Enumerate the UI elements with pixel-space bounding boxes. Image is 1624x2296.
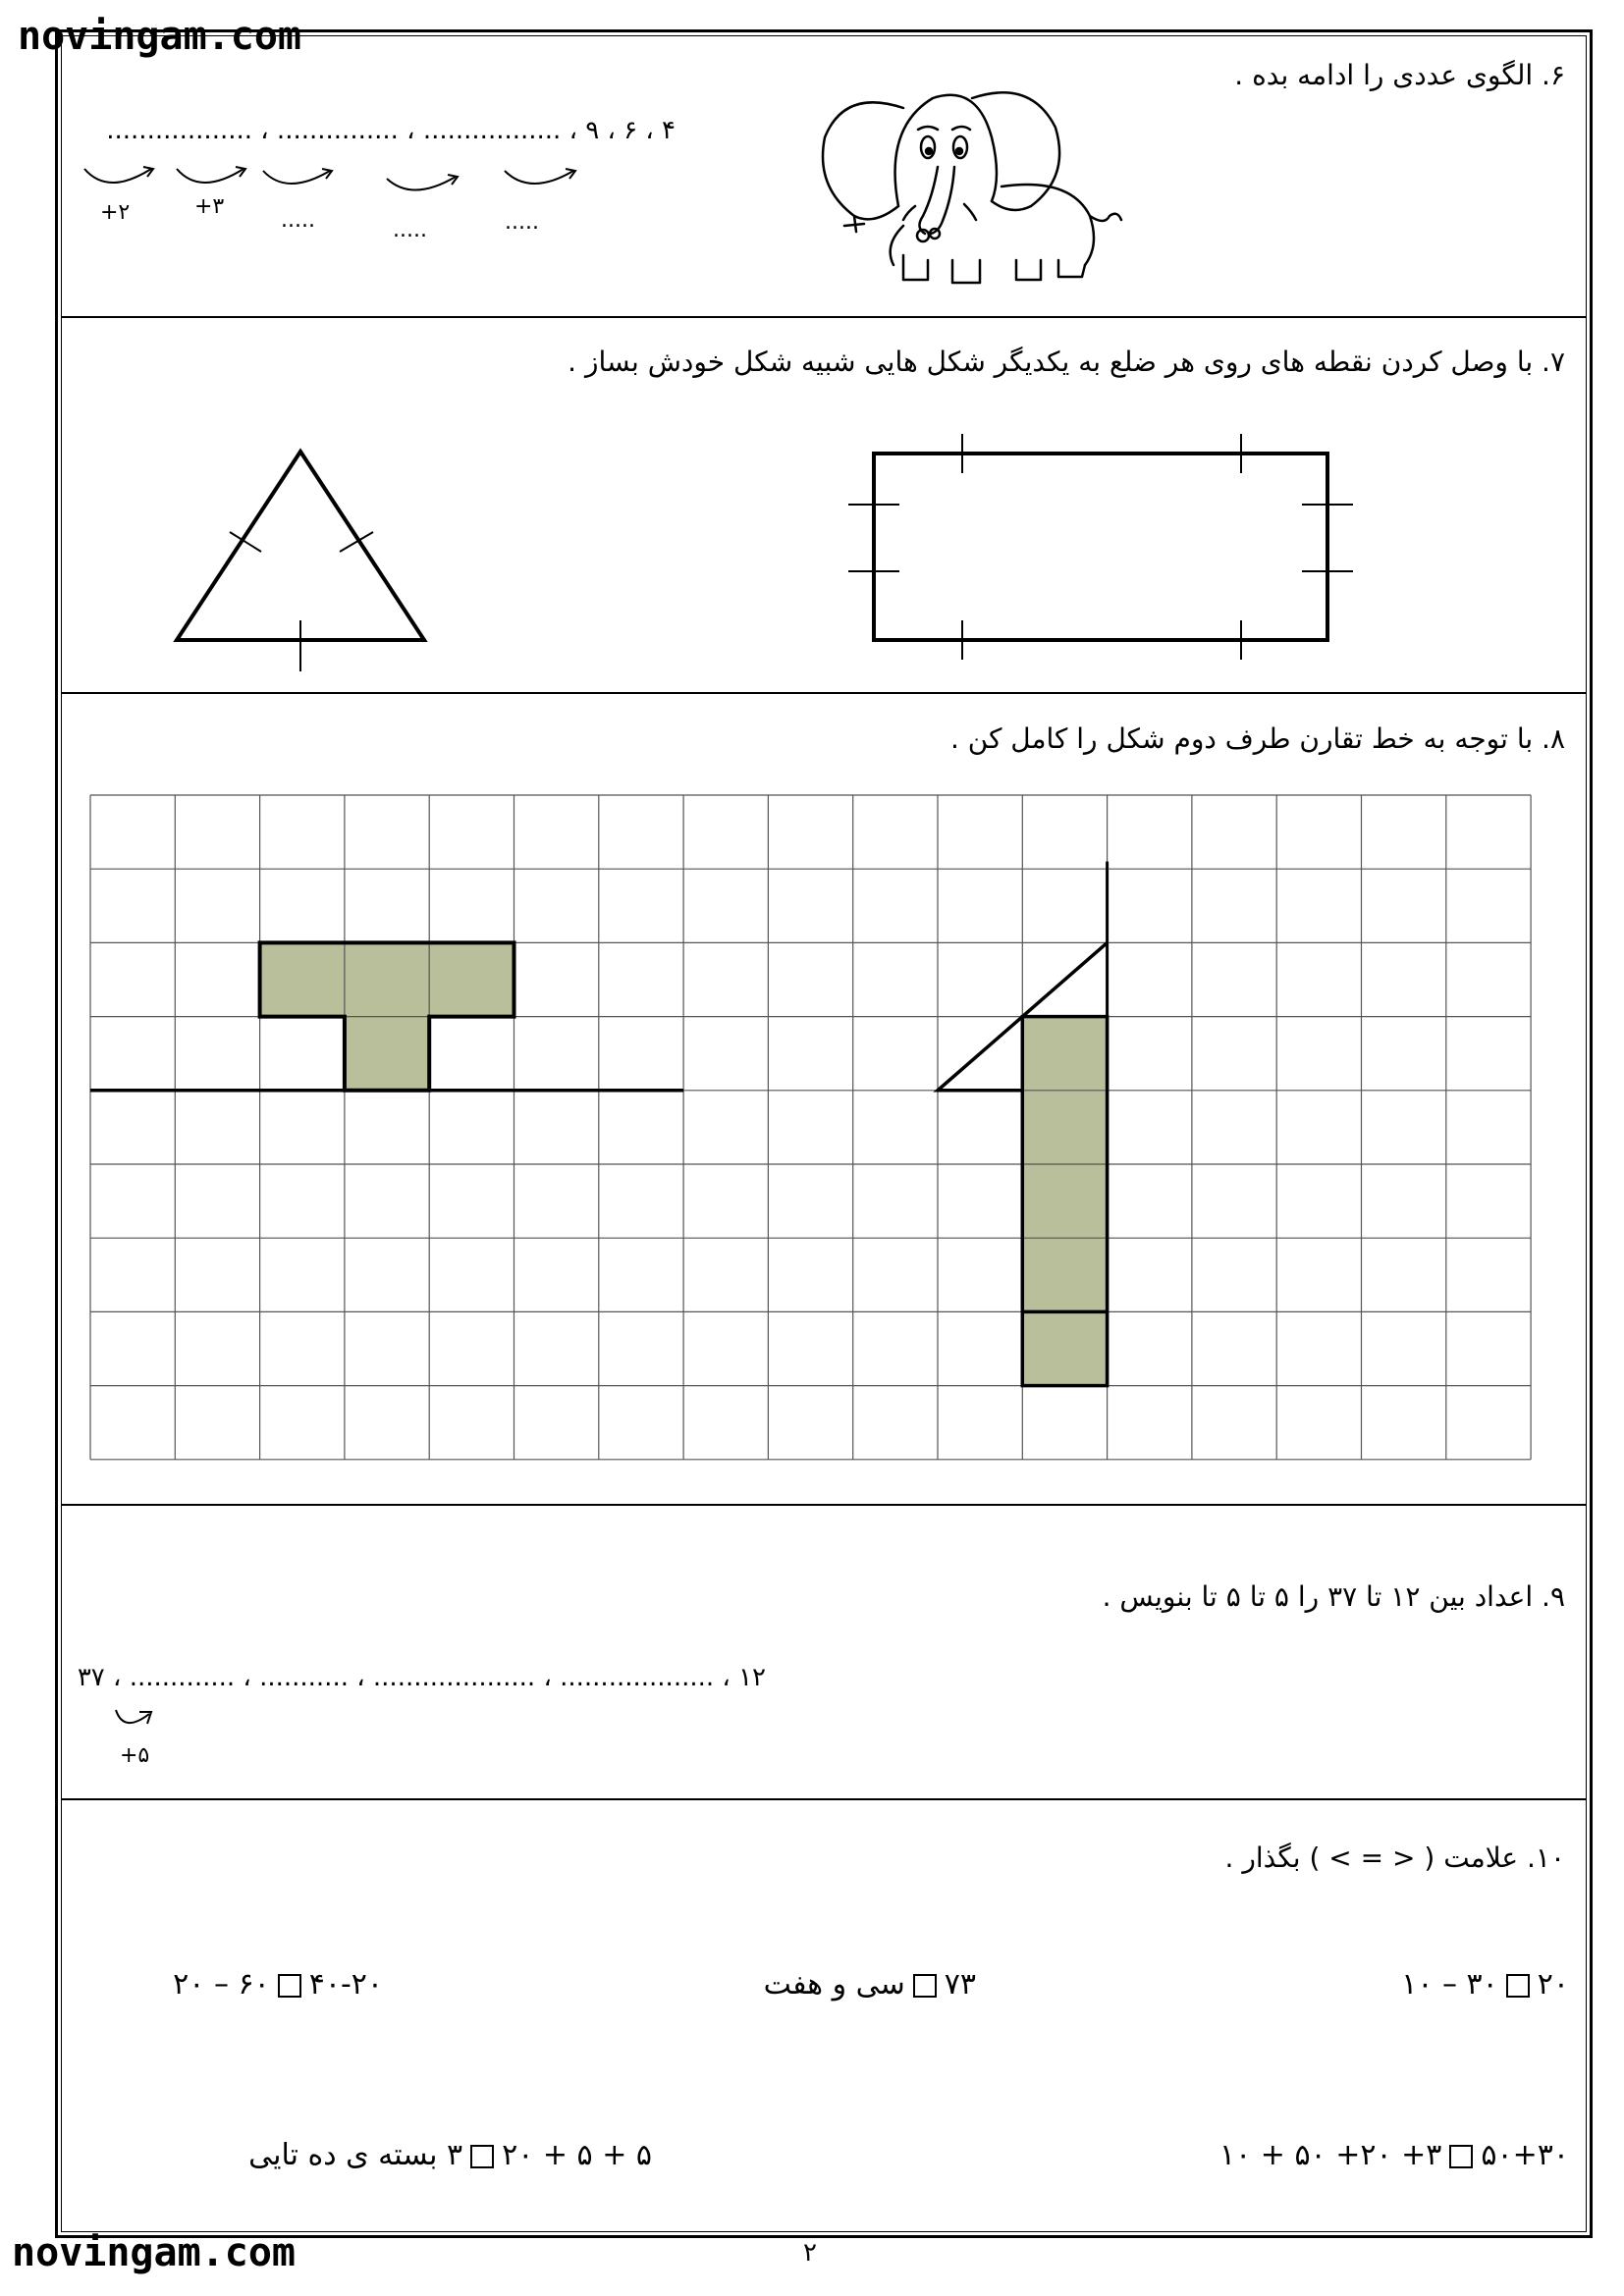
- separator-q7-q8: [61, 692, 1587, 694]
- q6-title: ۶. الگوی عددی را ادامه بده .: [1234, 59, 1565, 91]
- q10-row1-item1-right: ۳۰ – ۱۰: [1401, 1967, 1498, 2002]
- triangle-shape: [177, 452, 424, 640]
- q10-row2-item1: [1219, 2138, 1569, 2172]
- q6-arrows: [79, 157, 589, 206]
- q10-title: ۱۰. علامت ( < = > ) بگذار .: [1224, 1842, 1565, 1874]
- q8-title: ۸. با توجه به خط تقارن طرف دوم شکل را کامل کن .: [949, 722, 1565, 755]
- q6-step-4: .....: [393, 218, 427, 242]
- elephant-illustration: [805, 69, 1139, 294]
- q9-arrow: [110, 1704, 159, 1743]
- filled-cell: [1022, 1164, 1107, 1238]
- filled-cell: [345, 942, 429, 1016]
- q10-row1-item2-left: ۷۳: [944, 1967, 976, 2002]
- watermark-bottom: novingam.com: [12, 2230, 296, 2275]
- filled-cell: [429, 942, 514, 1016]
- filled-cell: [1022, 1238, 1107, 1311]
- filled-cell: [1022, 1091, 1107, 1164]
- q10-row2-item2: [248, 2138, 652, 2172]
- filled-cell: [345, 1017, 429, 1091]
- q10-row2-item1-box[interactable]: [1449, 2145, 1473, 2168]
- q10-row2-item2-box[interactable]: [470, 2145, 494, 2168]
- q9-step: +۵: [120, 1743, 150, 1768]
- q10-row1-item2-right: سی و هفت: [763, 1967, 905, 2002]
- q9-sequence: ۱۲ ، ................... ، .................... ، ........... ، ............. ، ۳۷: [77, 1663, 766, 1692]
- q10-row2-item2-left: ۵ + ۵ + ۲۰: [502, 2138, 652, 2172]
- q6-step-2: +۳: [194, 194, 225, 219]
- separator-q8-q9: [61, 1504, 1587, 1506]
- q10-row2-item1-left: ۵۰+۳۰: [1481, 2138, 1569, 2172]
- q6-step-5: .....: [505, 210, 539, 235]
- separator-q9-q10: [61, 1798, 1587, 1800]
- q10-row1-item3-box[interactable]: [278, 1974, 301, 1998]
- q6-step-3: .....: [281, 208, 315, 233]
- filled-cell: [1022, 1311, 1107, 1385]
- q7-rectangle: [840, 432, 1361, 667]
- q10-row2-item2-right: ۳ بسته ی ده تایی: [248, 2138, 463, 2172]
- q10-row1-item1-box[interactable]: [1506, 1974, 1530, 1998]
- filled-cell: [1022, 1017, 1107, 1091]
- q10-row1-item1-left: ۲۰: [1537, 1967, 1569, 2002]
- q10-row1-item2: [764, 1967, 976, 2002]
- rectangle-shape: [874, 454, 1327, 640]
- page-number: ۲: [803, 2238, 817, 2268]
- q10-row1-item3: [173, 1967, 383, 2002]
- separator-q6-q7: [61, 316, 1587, 318]
- symmetry-grid: [90, 795, 1534, 1463]
- q10-row1-item2-box[interactable]: [913, 1974, 937, 1998]
- q10-row2-item1-right: ۳+ ۲۰+ ۵۰ + ۱۰: [1218, 2138, 1442, 2172]
- q7-title: ۷. با وصل کردن نقطه های روی هر ضلع به یکدیگر شکل هایی شبیه شکل خودش بساز .: [568, 346, 1565, 378]
- q10-row1-item3-left: ۴۰-۲۰: [308, 1967, 383, 2002]
- filled-cell: [260, 942, 345, 1016]
- q10-row1-item1: [1401, 1967, 1569, 2002]
- q10-row1-item3-right: ۶۰ – ۲۰: [173, 1967, 270, 2002]
- watermark-top: novingam.com: [18, 14, 301, 59]
- q6-step-1: +۲: [100, 200, 131, 225]
- q7-triangle: [167, 442, 442, 677]
- q9-title: ۹. اعداد بین ۱۲ تا ۳۷ را ۵ تا ۵ تا بنویس .: [1102, 1580, 1565, 1613]
- q6-sequence: ۴ ، ۶ ، ۹ ، ................. ، ............... ، ..................: [106, 116, 676, 145]
